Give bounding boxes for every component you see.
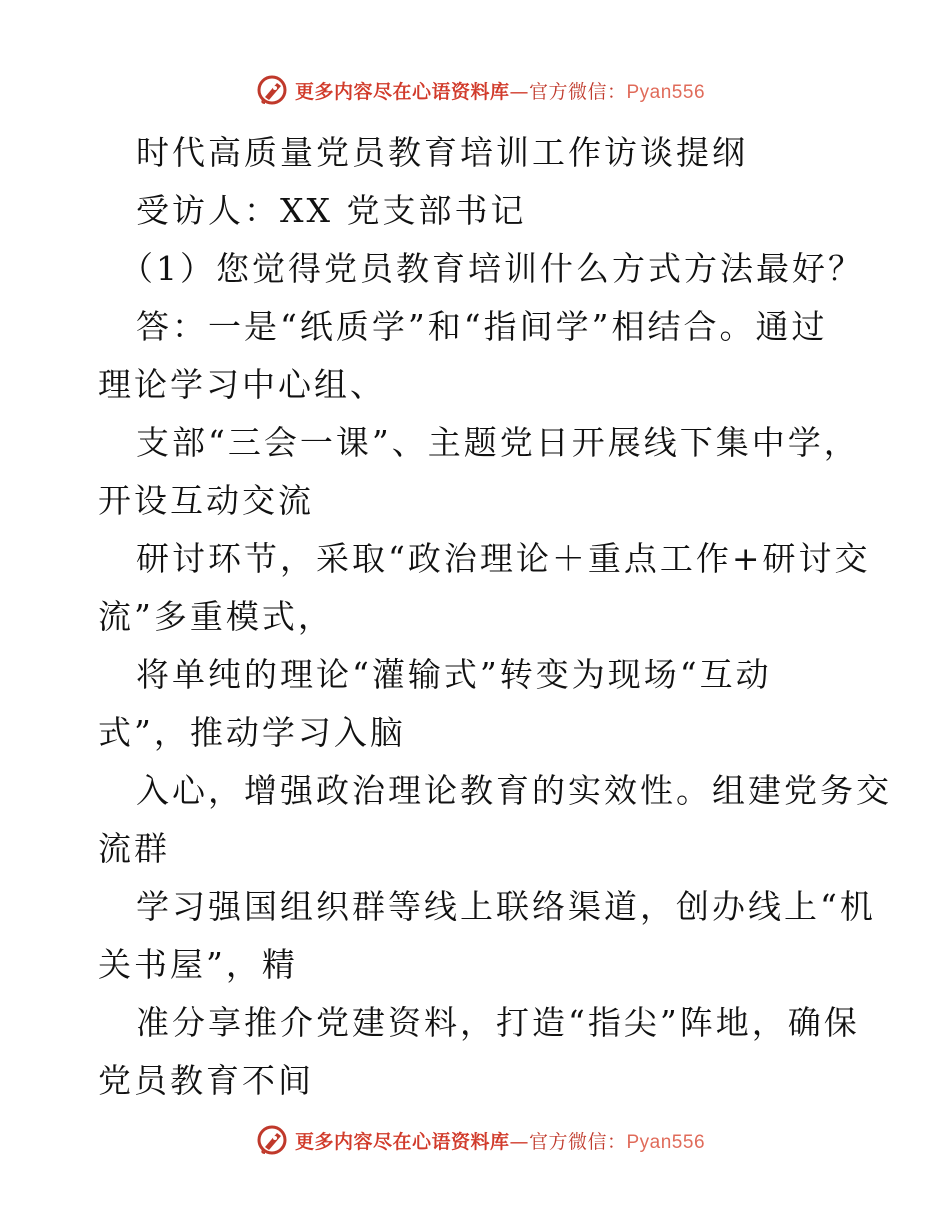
paragraph-line: 答：一是“纸质学”和“指间学”相结合。通过 [136, 307, 828, 346]
paragraph-line: 流群 [98, 829, 170, 868]
paragraph-line: 关书屋”，精 [98, 945, 298, 984]
banner-inner [255, 1123, 705, 1157]
paragraph-line: 支部“三会一课”、主题党日开展线下集中学， [136, 423, 860, 462]
paragraph-line: 研讨环节，采取“政治理论＋重点工作+研讨交 [136, 539, 871, 578]
banner-wechat-id: Pyan556 [626, 1131, 706, 1153]
paragraph-line: 式”，推动学习入脑 [98, 713, 406, 752]
banner-main-text: 更多内容尽在心语资料库 [294, 1130, 510, 1153]
paragraph-line: 理论学习中心组、 [98, 365, 386, 404]
paragraph-line: 开设互动交流 [98, 481, 314, 520]
banner-dash: — [509, 80, 529, 103]
pen-nib-circle-icon [255, 1123, 289, 1157]
header-banner [0, 70, 950, 110]
paragraph-line: 党员教育不间 [98, 1061, 314, 1100]
question-line: （1）您觉得党员教育培训什么方式方法最好？ [120, 249, 864, 288]
interviewee-line: 受访人：XX 党支部书记 [136, 191, 527, 230]
paragraph-line: 流”多重模式， [98, 597, 334, 636]
banner-wechat-label: 官方微信： [528, 1130, 627, 1153]
footer-banner [0, 1120, 950, 1160]
banner-main-text: 更多内容尽在心语资料库 [294, 80, 510, 103]
document-title: 时代高质量党员教育培训工作访谈提纲 [136, 133, 748, 172]
banner-dash: — [509, 1130, 529, 1153]
paragraph-line: 将单纯的理论“灌输式”转变为现场“互动 [136, 655, 772, 694]
banner-wechat-label: 官方微信： [528, 80, 627, 103]
pen-nib-circle-icon [255, 73, 289, 107]
banner-text [295, 77, 705, 104]
paragraph-line: 学习强国组织群等线上联络渠道，创办线上“机 [136, 887, 876, 926]
banner-wechat-id: Pyan556 [626, 81, 706, 103]
banner-text [295, 1127, 705, 1154]
paragraph-line: 入心，增强政治理论教育的实效性。组建党务交 [136, 771, 892, 810]
paragraph-line: 准分享推介党建资料，打造“指尖”阵地，确保 [136, 1003, 860, 1042]
document-body [0, 124, 950, 1110]
banner-inner [255, 73, 705, 107]
